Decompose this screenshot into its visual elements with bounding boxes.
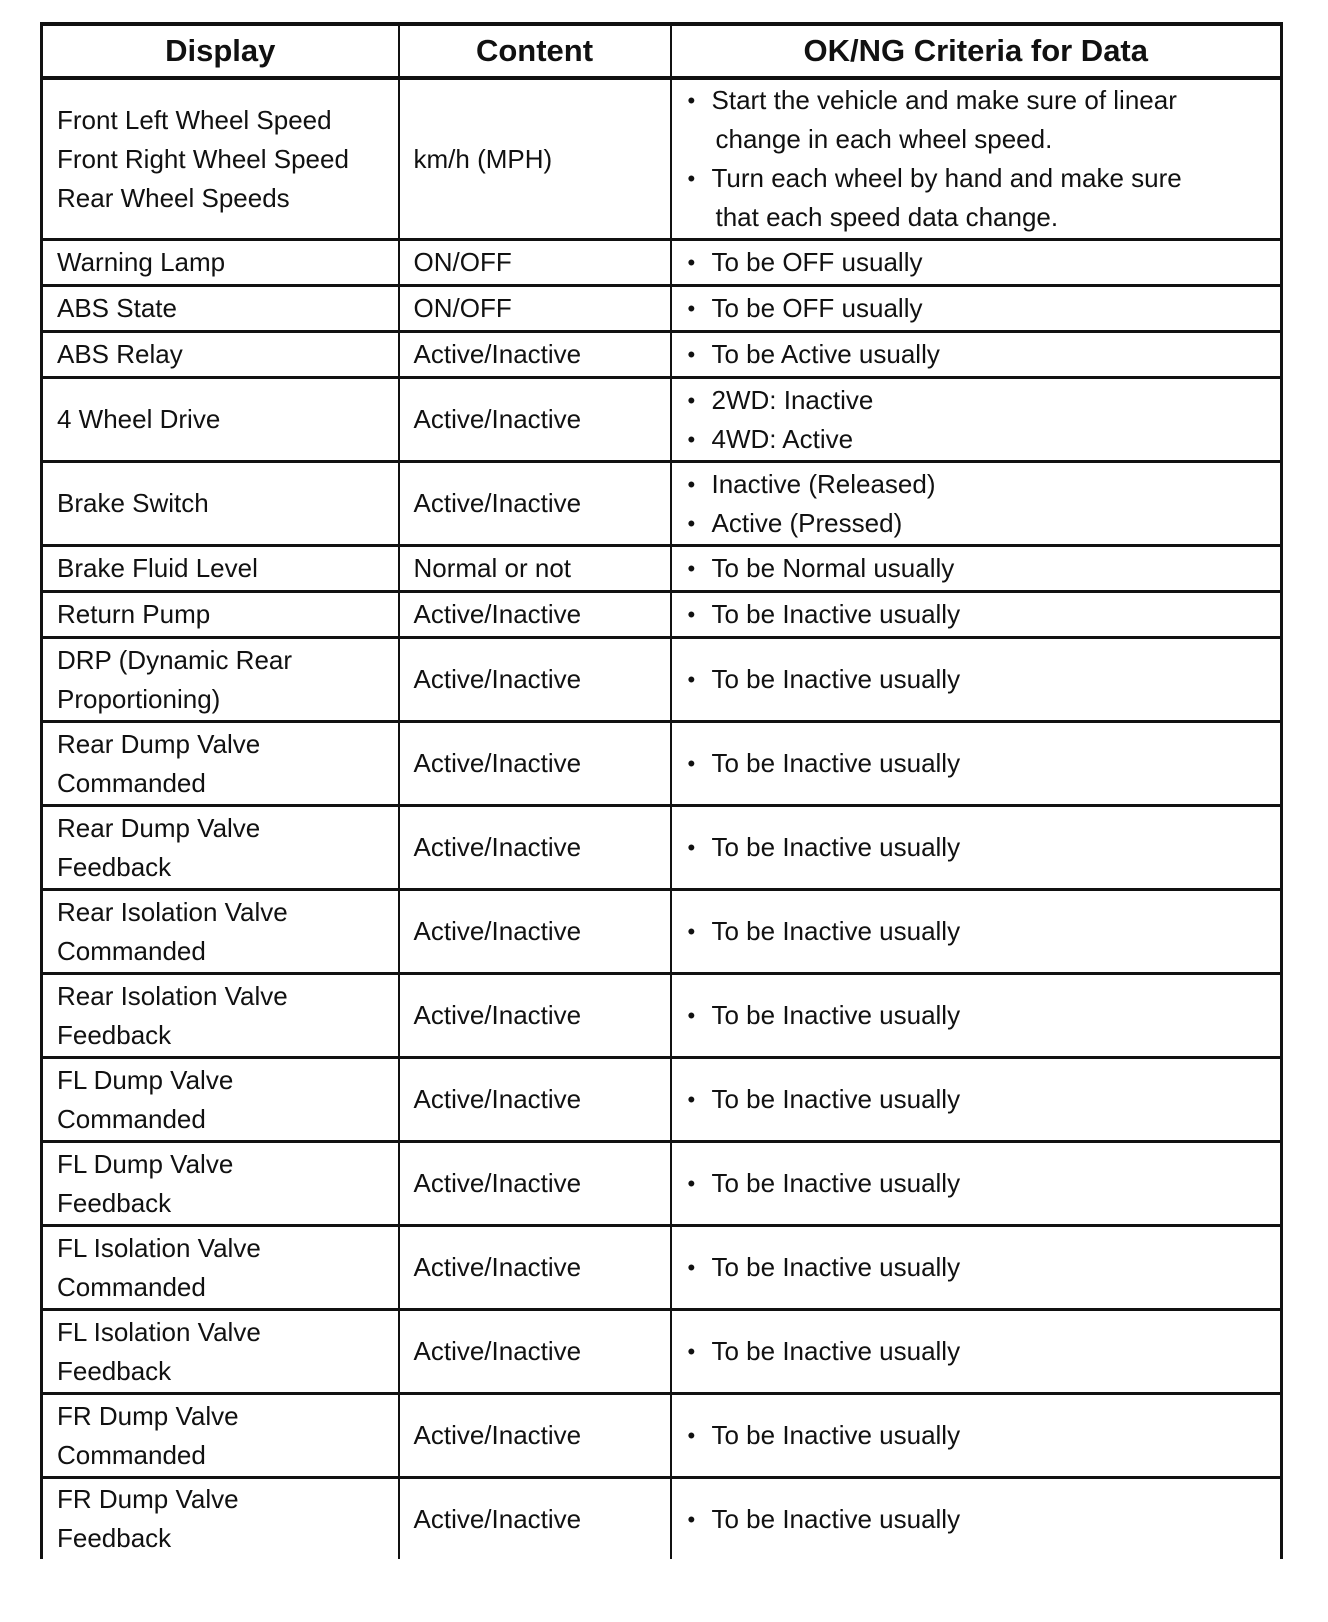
display-text: Warning Lamp: [57, 247, 226, 277]
bullet-icon: •: [687, 387, 696, 413]
content-cell: [399, 1226, 671, 1310]
content-cell: [399, 332, 671, 378]
criteria-list: [686, 1416, 1271, 1455]
bullet-icon: •: [687, 1506, 696, 1532]
criteria-text: To be Inactive usually: [711, 1000, 961, 1030]
criteria-cell: [671, 806, 1282, 890]
criteria-item: [686, 289, 1271, 328]
display-cell: [42, 78, 399, 240]
bullet-icon: •: [687, 1087, 696, 1112]
table-row: [42, 1142, 1282, 1226]
display-text: Brake Fluid Level: [57, 553, 258, 583]
header-content: Content: [399, 24, 671, 78]
content-cell: [399, 592, 671, 638]
content-text: Active/Inactive: [413, 488, 582, 518]
criteria-item: [686, 549, 1271, 588]
display-cell: [42, 1142, 399, 1226]
criteria-text: To be Active usually: [711, 339, 940, 369]
display-text: Feedback: [57, 1187, 172, 1218]
bullet-icon: •: [687, 1171, 696, 1196]
bullet-icon: •: [687, 1255, 696, 1280]
bullet-icon: •: [687, 1003, 696, 1028]
criteria-item: [686, 159, 1271, 237]
criteria-item: [686, 243, 1271, 282]
criteria-cell: [671, 722, 1282, 806]
bullet-icon: •: [687, 88, 696, 113]
display-text: Feedback: [57, 1355, 172, 1386]
table-row: [42, 974, 1282, 1058]
bullet-icon: •: [687, 510, 696, 536]
criteria-list: [686, 335, 1271, 374]
criteria-text: Start the vehicle and make sure of linear: [711, 85, 1177, 115]
criteria-text: To be Inactive usually: [711, 1084, 961, 1114]
bullet-icon: •: [687, 751, 696, 776]
criteria-list: [686, 381, 1271, 459]
display-cell: [42, 974, 399, 1058]
criteria-list: [686, 828, 1271, 867]
bullet-icon: •: [687, 471, 696, 497]
bullet-icon: •: [687, 296, 696, 321]
display-text: 4 Wheel Drive: [57, 404, 221, 434]
content-text: Active/Inactive: [413, 664, 582, 694]
criteria-list: [686, 81, 1271, 237]
table-row: [42, 1478, 1282, 1560]
display-text: Commanded: [57, 1103, 206, 1134]
criteria-text: To be OFF usually: [711, 293, 923, 323]
criteria-cell: [671, 1226, 1282, 1310]
table-row: [42, 378, 1282, 462]
criteria-list: [686, 660, 1271, 699]
display-text: Rear Dump Valve: [57, 728, 261, 759]
criteria-text: 4WD: Active: [711, 423, 854, 454]
criteria-text: To be Inactive usually: [711, 599, 961, 629]
criteria-list: [686, 465, 1271, 543]
criteria-cell: [671, 240, 1282, 286]
criteria-text: To be Inactive usually: [711, 664, 961, 694]
display-text: Rear Wheel Speeds: [57, 182, 290, 213]
display-text: FL Isolation Valve: [57, 1316, 261, 1347]
content-cell: [399, 240, 671, 286]
criteria-text: To be Inactive usually: [711, 916, 961, 946]
display-cell: [42, 722, 399, 806]
table-row: [42, 1226, 1282, 1310]
content-text: Normal or not: [413, 553, 571, 583]
display-text: DRP (Dynamic Rear: [57, 644, 293, 675]
display-cell: [42, 332, 399, 378]
bullet-icon: •: [687, 602, 696, 627]
criteria-text: Inactive (Released): [711, 468, 936, 499]
display-cell: [42, 638, 399, 722]
content-cell: [399, 78, 671, 240]
criteria-text: Turn each wheel by hand and make sure: [711, 163, 1182, 193]
display-cell: [42, 1310, 399, 1394]
criteria-text: To be OFF usually: [711, 247, 923, 277]
content-text: km/h (MPH): [413, 143, 553, 174]
content-cell: [399, 1394, 671, 1478]
table-row: [42, 1310, 1282, 1394]
content-cell: [399, 890, 671, 974]
criteria-list: [686, 595, 1271, 634]
bullet-icon: •: [687, 835, 696, 860]
table-row: [42, 286, 1282, 332]
display-cell: [42, 1394, 399, 1478]
criteria-item: [686, 504, 1271, 543]
display-cell: [42, 462, 399, 546]
criteria-text: To be Inactive usually: [711, 1168, 961, 1198]
table-row: [42, 1058, 1282, 1142]
criteria-item: [686, 828, 1271, 867]
display-cell: [42, 1058, 399, 1142]
display-text: Rear Dump Valve: [57, 812, 261, 843]
header-criteria: OK/NG Criteria for Data: [671, 24, 1282, 78]
display-text: FL Isolation Valve: [57, 1232, 261, 1263]
bullet-icon: •: [687, 667, 696, 692]
criteria-item: [686, 660, 1271, 699]
content-text: Active/Inactive: [413, 1084, 582, 1114]
table-row: [42, 722, 1282, 806]
table-row: [42, 638, 1282, 722]
table-row: [42, 1394, 1282, 1478]
table-row: [42, 546, 1282, 592]
content-text: Active/Inactive: [413, 599, 582, 629]
content-text: ON/OFF: [413, 247, 512, 277]
content-text: Active/Inactive: [413, 832, 582, 862]
content-cell: [399, 638, 671, 722]
display-text: FR Dump Valve: [57, 1484, 239, 1514]
display-cell: [42, 890, 399, 974]
display-text: Front Left Wheel Speed: [57, 104, 332, 135]
display-cell: [42, 1226, 399, 1310]
display-text: FR Dump Valve: [57, 1400, 239, 1431]
content-cell: [399, 806, 671, 890]
criteria-list: [686, 1248, 1271, 1287]
display-cell: [42, 378, 399, 462]
display-text: Commanded: [57, 767, 206, 798]
criteria-item: [686, 465, 1271, 504]
criteria-list: [686, 1080, 1271, 1119]
content-cell: [399, 1058, 671, 1142]
criteria-item: [686, 996, 1271, 1035]
bullet-icon: •: [687, 342, 696, 367]
criteria-text: To be Inactive usually: [711, 1503, 961, 1534]
content-text: Active/Inactive: [413, 1168, 582, 1198]
criteria-item: [686, 1500, 1271, 1539]
content-cell: [399, 546, 671, 592]
content-text: Active/Inactive: [413, 339, 582, 369]
ok-ng-criteria-table: [40, 22, 1283, 1559]
table-row: [42, 332, 1282, 378]
display-text: Brake Switch: [57, 488, 209, 518]
bullet-icon: •: [687, 556, 696, 581]
criteria-text: To be Inactive usually: [711, 748, 961, 778]
data-list-sheet: [40, 22, 1280, 1559]
criteria-list: [686, 1332, 1271, 1371]
criteria-text: To be Inactive usually: [711, 1336, 961, 1366]
content-text: Active/Inactive: [413, 1336, 582, 1366]
criteria-text: To be Inactive usually: [711, 832, 961, 862]
criteria-list: [686, 289, 1271, 328]
criteria-item: [686, 420, 1271, 459]
display-text: Feedback: [57, 1019, 172, 1050]
display-text: FL Dump Valve: [57, 1148, 234, 1179]
criteria-list: [686, 1164, 1271, 1203]
criteria-item: [686, 1248, 1271, 1287]
criteria-text: To be Inactive usually: [711, 1252, 961, 1282]
display-text: Rear Isolation Valve: [57, 896, 288, 927]
criteria-item: [686, 1332, 1271, 1371]
criteria-item: [686, 1416, 1271, 1455]
criteria-text: change in each wheel speed.: [715, 124, 1053, 154]
table-row: [42, 890, 1282, 974]
display-text: FL Dump Valve: [57, 1064, 234, 1095]
criteria-item: [686, 744, 1271, 783]
content-text: Active/Inactive: [413, 404, 582, 434]
table-row: [42, 806, 1282, 890]
criteria-list: [686, 1500, 1271, 1539]
criteria-item: [686, 381, 1271, 420]
criteria-cell: [671, 462, 1282, 546]
criteria-cell: [671, 1394, 1282, 1478]
display-text: Front Right Wheel Speed: [57, 143, 349, 174]
criteria-cell: [671, 78, 1282, 240]
criteria-item: [686, 912, 1271, 951]
content-cell: [399, 1310, 671, 1394]
display-text: Return Pump: [57, 599, 211, 629]
display-text: Commanded: [57, 1439, 206, 1470]
display-text: Proportioning): [57, 683, 221, 714]
bullet-icon: •: [687, 919, 696, 944]
display-cell: [42, 546, 399, 592]
display-text: Feedback: [57, 1523, 172, 1553]
criteria-text: To be Inactive usually: [711, 1420, 961, 1450]
bullet-icon: •: [687, 426, 696, 452]
bullet-icon: •: [687, 1423, 696, 1448]
criteria-item: [686, 1164, 1271, 1203]
display-cell: [42, 592, 399, 638]
criteria-cell: [671, 1058, 1282, 1142]
criteria-cell: [671, 592, 1282, 638]
display-cell: [42, 286, 399, 332]
criteria-cell: [671, 974, 1282, 1058]
content-text: ON/OFF: [413, 293, 512, 323]
display-text: Rear Isolation Valve: [57, 980, 288, 1011]
display-cell: [42, 1478, 399, 1560]
criteria-cell: [671, 332, 1282, 378]
content-cell: [399, 378, 671, 462]
criteria-list: [686, 996, 1271, 1035]
display-text: Commanded: [57, 935, 206, 966]
content-cell: [399, 1142, 671, 1226]
display-cell: [42, 240, 399, 286]
content-cell: [399, 722, 671, 806]
table-row: [42, 592, 1282, 638]
content-cell: [399, 462, 671, 546]
display-text: ABS State: [57, 293, 177, 323]
criteria-item: [686, 595, 1271, 634]
content-cell: [399, 1478, 671, 1560]
criteria-text: To be Normal usually: [711, 553, 955, 583]
bullet-icon: •: [687, 166, 696, 191]
criteria-cell: [671, 378, 1282, 462]
display-text: Commanded: [57, 1271, 206, 1302]
content-text: Active/Inactive: [413, 1000, 582, 1030]
display-text: ABS Relay: [57, 339, 183, 369]
display-text: Feedback: [57, 851, 172, 882]
display-cell: [42, 806, 399, 890]
criteria-cell: [671, 286, 1282, 332]
content-cell: [399, 974, 671, 1058]
content-text: Active/Inactive: [413, 1252, 582, 1282]
criteria-list: [686, 912, 1271, 951]
table-row: [42, 462, 1282, 546]
criteria-cell: [671, 546, 1282, 592]
criteria-item: [686, 335, 1271, 374]
header-display: Display: [42, 24, 399, 78]
criteria-cell: [671, 638, 1282, 722]
criteria-cell: [671, 1310, 1282, 1394]
table-body: [42, 78, 1282, 1559]
criteria-cell: [671, 890, 1282, 974]
criteria-text: 2WD: Inactive: [711, 384, 874, 415]
bullet-icon: •: [687, 1339, 696, 1364]
content-cell: [399, 286, 671, 332]
criteria-list: [686, 549, 1271, 588]
criteria-text: Active (Pressed): [711, 507, 903, 538]
criteria-text: that each speed data change.: [715, 202, 1059, 232]
content-text: Active/Inactive: [413, 1503, 582, 1534]
criteria-cell: [671, 1478, 1282, 1560]
content-text: Active/Inactive: [413, 1420, 582, 1450]
content-text: Active/Inactive: [413, 916, 582, 946]
criteria-item: [686, 81, 1271, 159]
criteria-cell: [671, 1142, 1282, 1226]
table-header-row: [42, 24, 1282, 78]
criteria-list: [686, 243, 1271, 282]
criteria-item: [686, 1080, 1271, 1119]
table-row: [42, 78, 1282, 240]
criteria-list: [686, 744, 1271, 783]
bullet-icon: •: [687, 250, 696, 275]
table-row: [42, 240, 1282, 286]
content-text: Active/Inactive: [413, 748, 582, 778]
